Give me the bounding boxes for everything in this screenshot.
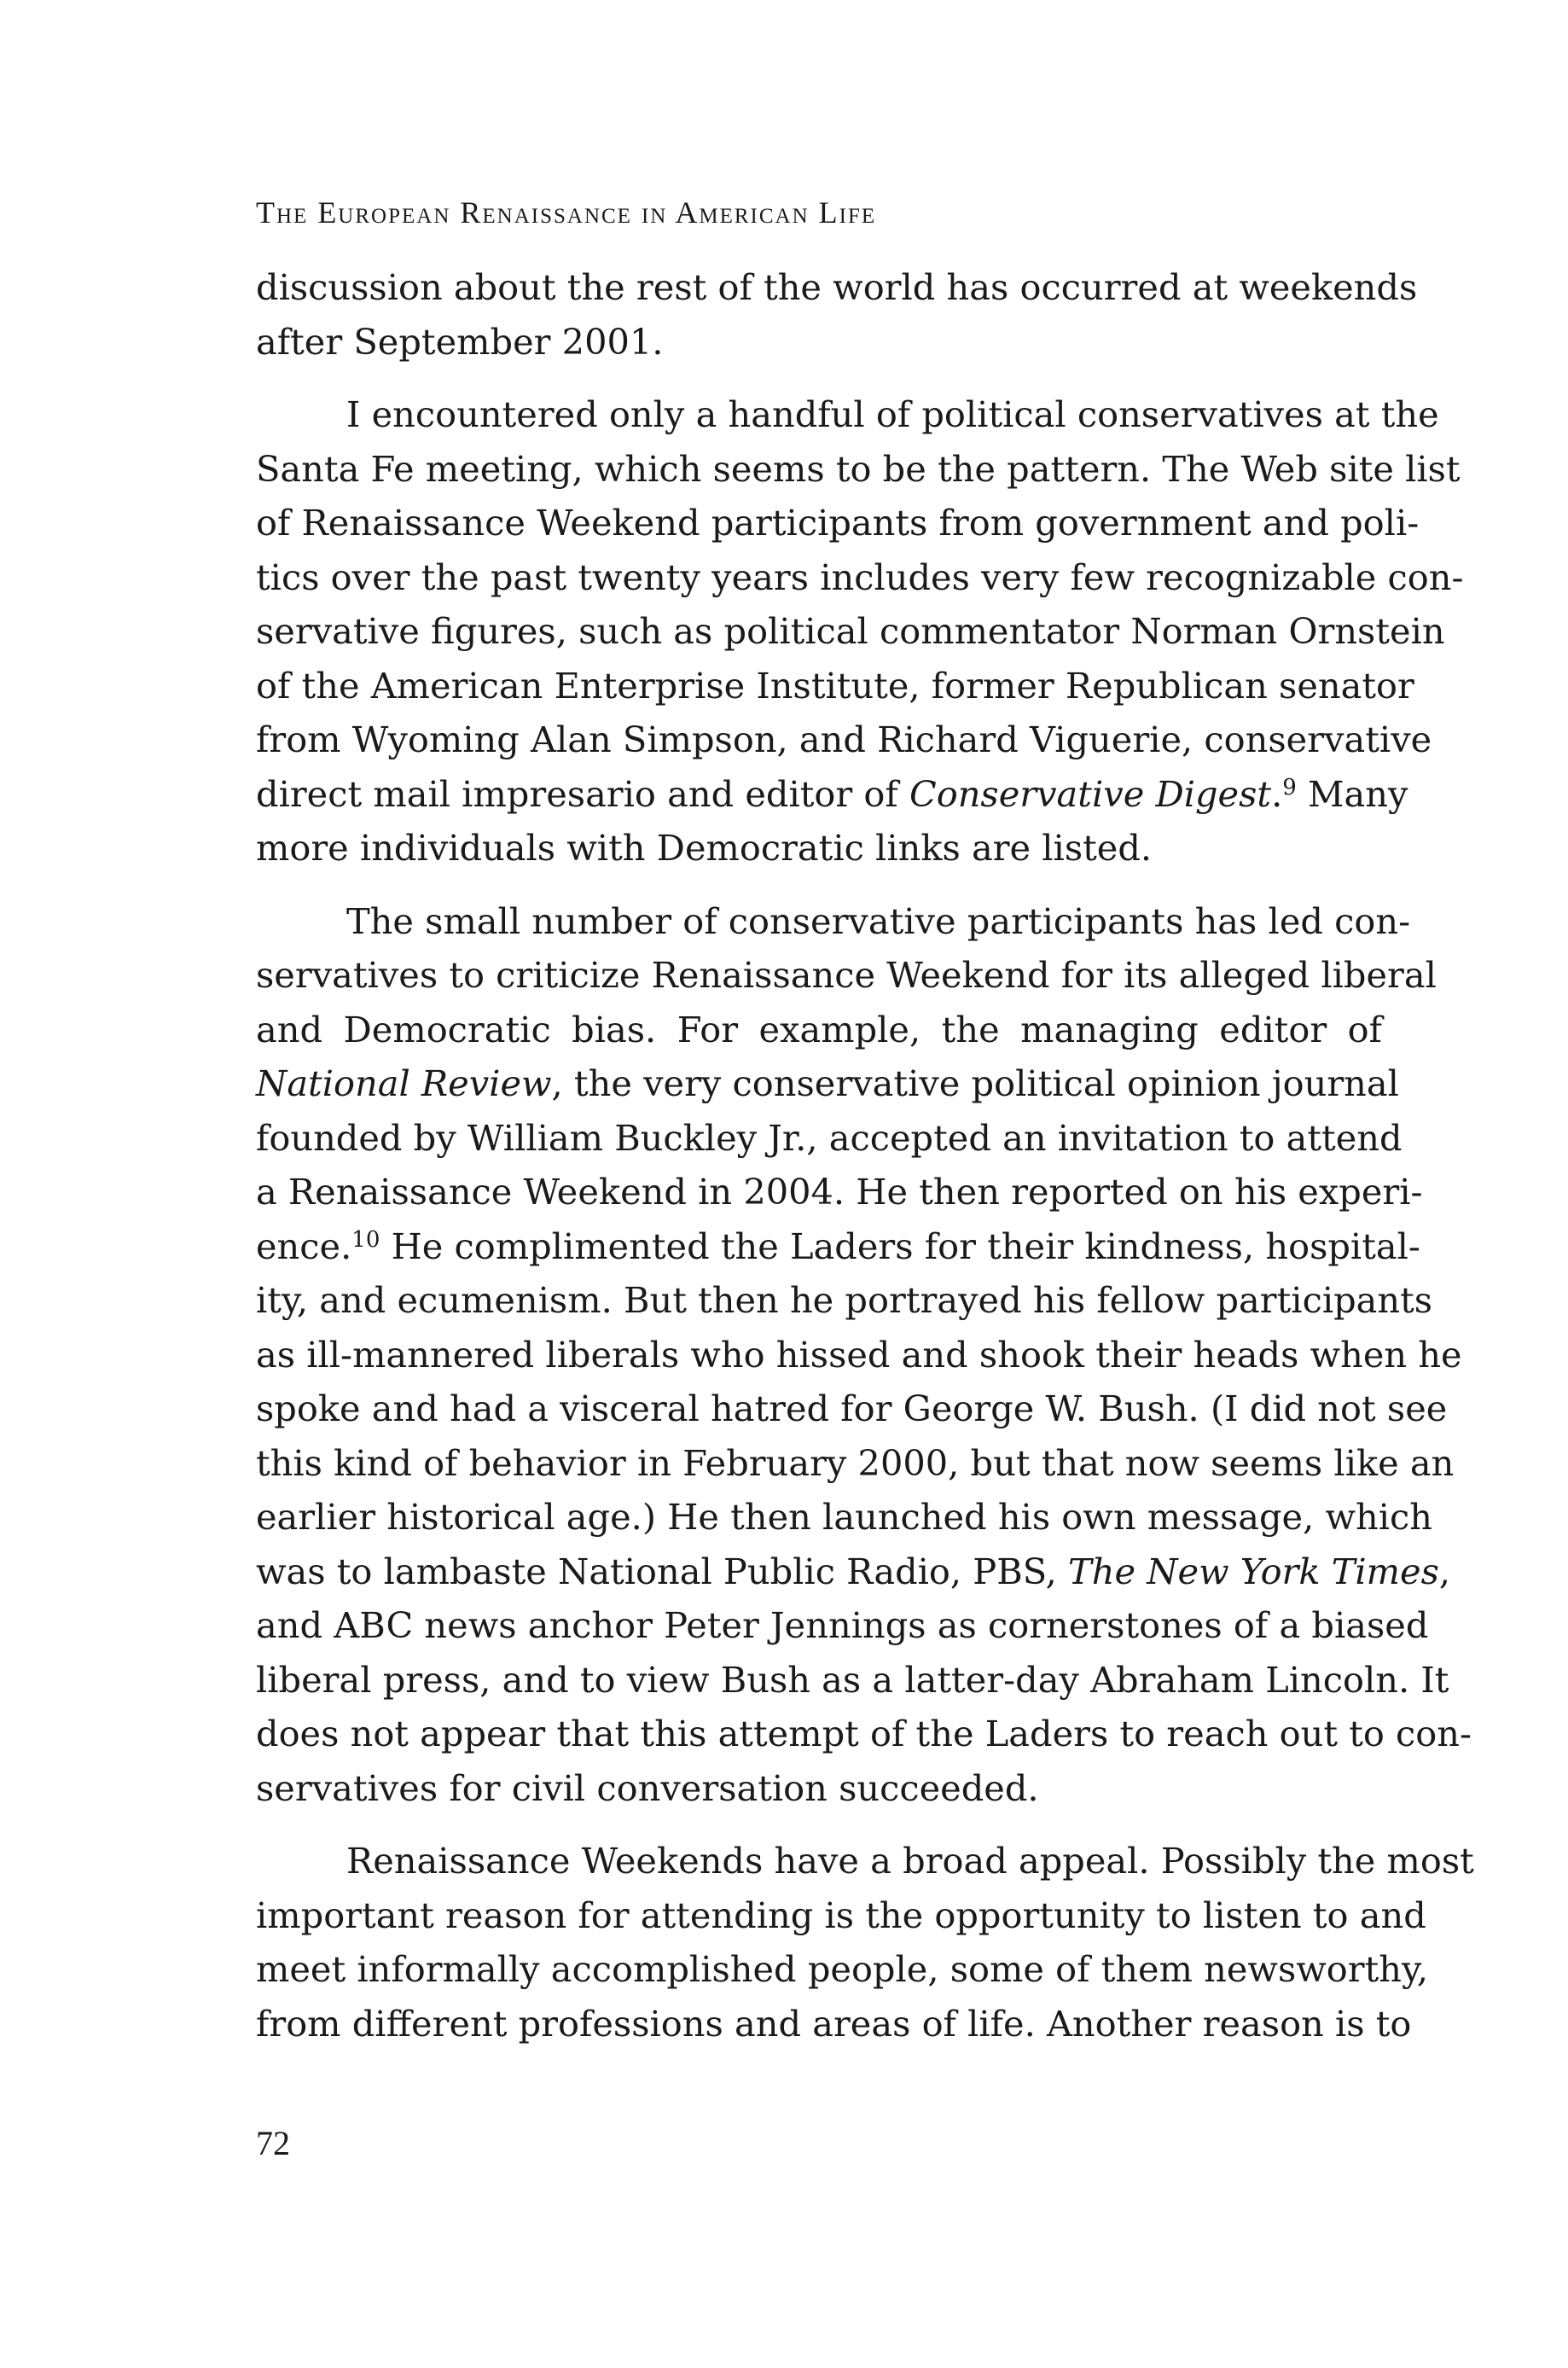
text-line: after September 2001.: [256, 320, 664, 363]
text-line: [256, 1056, 1399, 1111]
text-line: servatives to criticize Renaissance Weekend for its alleged liberal: [256, 954, 1437, 996]
text-line: liberal press, and to view Bush as a latter-day Abraham Lincoln. It: [256, 1658, 1449, 1701]
text-line: this kind of behavior in February 2000, but that now seems like an: [256, 1441, 1455, 1484]
text-line: I encountered only a handful of political conservatives at the: [346, 393, 1439, 435]
text-run: ence.: [256, 1225, 352, 1267]
paragraph-1: [256, 260, 1418, 369]
page-number: 72: [256, 2124, 290, 2162]
text-line: The small number of conservative participants has led con-: [346, 899, 1411, 942]
text-run: .: [1271, 772, 1283, 815]
running-head: The European Renaissance in American Life: [256, 195, 877, 230]
text-line: from different professions and areas of life. Another reason is to: [256, 2002, 1412, 2045]
text-line: and ABC news anchor Peter Jennings as cornerstones of a biased: [256, 1604, 1429, 1646]
text-run: direct mail impresario and editor of: [256, 772, 909, 815]
paragraph-2: [256, 387, 1464, 876]
text-line: more individuals with Democratic links are listed.: [256, 827, 1153, 869]
text-line: [256, 1545, 1451, 1599]
text-line: and Democratic bias. For example, the managing editor of: [256, 1008, 1382, 1050]
text-line: meet informally accomplished people, some of them newsworthy,: [256, 1948, 1429, 1990]
text-line: servatives for civil conversation succeeded.: [256, 1766, 1039, 1809]
book-title-national-review: National Review: [256, 1062, 552, 1104]
text-line: spoke and had a visceral hatred for George W. Bush. (I did not see: [256, 1388, 1448, 1429]
text-line: of Renaissance Weekend participants from government and poli-: [256, 502, 1420, 544]
newspaper-title-nyt: The New York Times: [1068, 1550, 1439, 1592]
paragraph-4: [256, 1834, 1474, 2051]
paragraph-3: [256, 894, 1472, 1816]
text-line: as ill-mannered liberals who hissed and shook their heads when he: [256, 1333, 1462, 1376]
text-line: tics over the past twenty years includes very few recognizable con-: [256, 556, 1464, 598]
text-line: founded by William Buckley Jr., accepted an invitation to attend: [256, 1116, 1402, 1159]
text-line: servative figures, such as political commentator Norman Ornstein: [256, 610, 1445, 652]
text-line: [256, 1219, 1420, 1274]
text-run: ,: [1438, 1550, 1451, 1592]
book-title-conservative-digest: Conservative Digest: [909, 772, 1272, 815]
text-run: He complimented the Laders for their kindness, hospital-: [380, 1225, 1420, 1267]
text-line: important reason for attending is the opportunity to listen to and: [256, 1894, 1426, 1936]
text-run: , the very conservative political opinion journal: [551, 1062, 1399, 1104]
text-line: Renaissance Weekends have a broad appeal. Possibly the most: [346, 1840, 1474, 1882]
text-line: ity, and ecumenism. But then he portrayed his fellow participants: [256, 1279, 1433, 1321]
text-line: a Renaissance Weekend in 2004. He then reported on his experi-: [256, 1171, 1423, 1213]
footnote-ref-10[interactable]: 10: [351, 1226, 380, 1253]
text-line: of the American Enterprise Institute, former Republican senator: [256, 664, 1414, 707]
text-line: earlier historical age.) He then launched his own message, which: [256, 1496, 1432, 1538]
text-line: Santa Fe meeting, which seems to be the pattern. The Web site list: [256, 447, 1461, 490]
text-line: [256, 767, 1408, 822]
body-text: [256, 260, 1474, 2051]
text-line: does not appear that this attempt of the Laders to reach out to con-: [256, 1713, 1472, 1754]
text-line: from Wyoming Alan Simpson, and Richard Viguerie, conservative: [256, 719, 1432, 760]
text-run: Many: [1296, 772, 1408, 815]
footnote-ref-9[interactable]: 9: [1282, 774, 1297, 800]
text-line: discussion about the rest of the world has occurred at weekends: [256, 266, 1418, 308]
text-run: was to lambaste National Public Radio, PBS,: [256, 1550, 1069, 1592]
